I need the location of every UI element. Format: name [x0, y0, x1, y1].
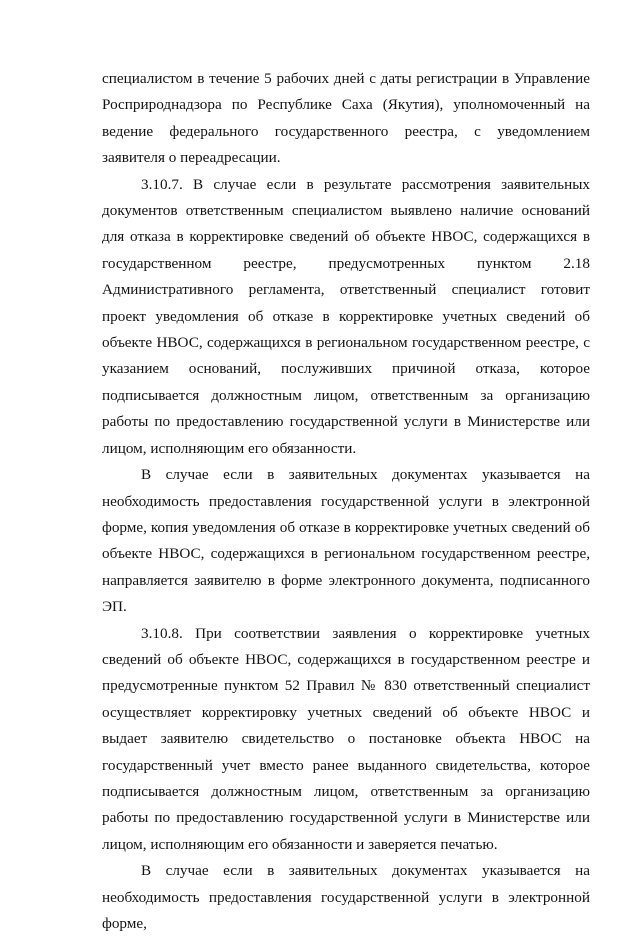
paragraph-3-10-8: 3.10.8. При соответствии заявления о корректировке учетных сведений об объекте НВОС, содержащихся в государственном реестре и предусмотренные пунктом 52 Правил № 830 ответственный специалист осуществляет корректировку учетных сведений об объекте НВОС и выдает заявителю свидетельство о постановке объекта НВОС на государственный учет вместо ранее выданного свидетельства, которое подписывается должностным лицом, ответственным за организацию работы по предоставлению государственной услуги в Министерстве или лицом, исполняющим его обязанности и заверяется печатью. — [102, 624, 590, 853]
paragraph-3-10-7: 3.10.7. В случае если в результате рассмотрения заявительных документов ответственным специалистом выявлено наличие оснований для отказа в корректировке сведений об объекте НВОС, содержащихся в государственном реестре, предусмотренных пунктом 2.18 Административного регламента, ответственный специалист готовит проект уведомления об отказе в корректировке учетных сведений об объекте НВОС, содержащихся в региональном государственном реестре, с указанием оснований, послуживших причиной отказа, которое подписывается должностным лицом, ответственным за организацию работы по предоставлению государственной услуги в Министерстве или лицом, исполняющим его обязанности. — [102, 175, 590, 457]
paragraph-electronic-form: В случае если в заявительных документах указывается на необходимость предоставления государственной услуги в электронной форме, — [102, 862, 590, 932]
paragraph-continuation: специалистом в течение 5 рабочих дней с даты регистрации в Управление Росприроднадзора по Республике Саха (Якутия), уполномоченный на ведение федерального государственного реестра, с уведомлением заявителя о переадресации. — [102, 70, 590, 167]
paragraph-electronic-refusal: В случае если в заявительных документах указывается на необходимость предоставления государственной услуги в электронной форме, копия уведомления об отказе в корректировке учетных сведений об объекте НВОС, содержащихся в региональном государственном реестре, направляется заявителю в форме электронного документа, подписанного ЭП. — [102, 466, 590, 616]
document-body — [102, 66, 590, 937]
